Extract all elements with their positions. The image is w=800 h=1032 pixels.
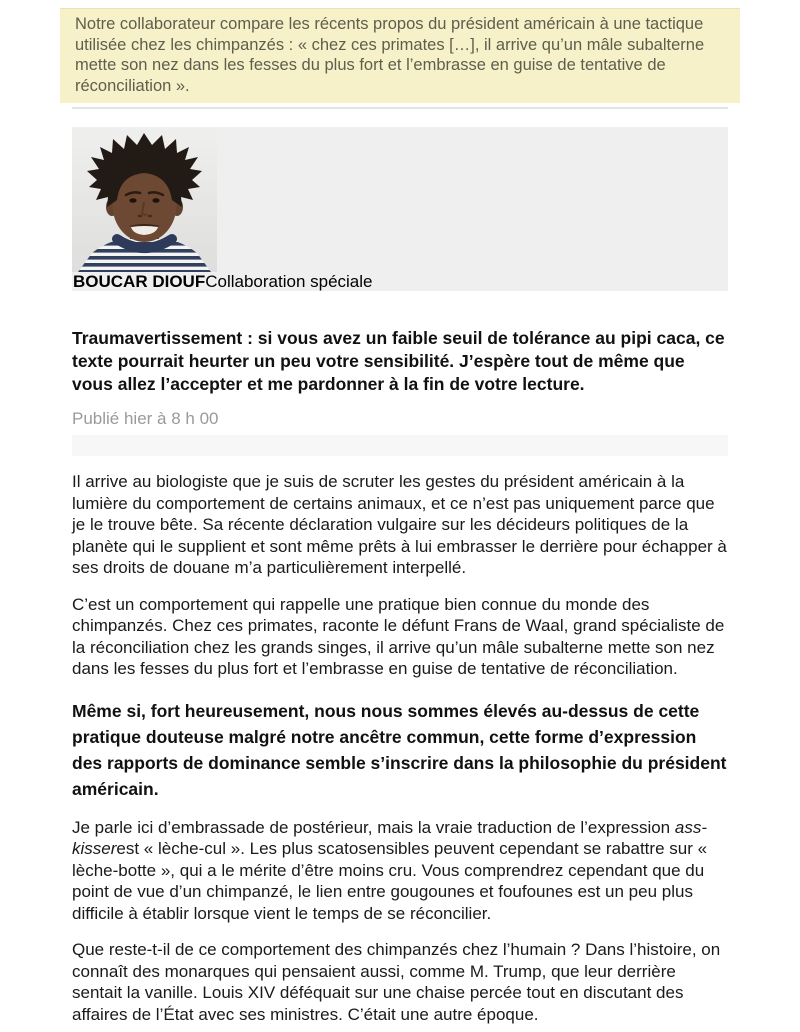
divider [72, 107, 728, 109]
editor-note-text: Notre collaborateur compare les récents propos du président américain à une tactique utilisée chez les chimpanzés : « chez ces primates […], il arrive qu’un mâle subalterne mette son nez dans les fesses du plus fort et l’embrasse en guise de tentative de réconciliation ». [75, 15, 705, 95]
article-page [0, 8, 800, 1025]
author-role: Collaboration spéciale [205, 272, 373, 291]
paragraph-3-italic-term: ass-kisser [72, 817, 707, 858]
pull-quote: Même si, fort heureusement, nous nous sommes élevés au-dessus de cette pratique douteuse malgré notre ancêtre commun, cette forme d’expression des rapports de dominance semble s’inscrire dans la philosophie du président américain. [72, 700, 727, 799]
section-separator [72, 435, 728, 456]
paragraph-2: C’est un comportement qui rappelle une pratique bien connue du monde des chimpanzés. Chez ces primates, raconte le défunt Frans de Waal, grand spécialiste de la réconciliation chez les grands singes, il arrive qu’un mâle subalterne mette son nez dans les fesses du plus fort et l’embrasse en guise de tentative de réconciliation. [72, 594, 725, 678]
author-card [72, 127, 728, 291]
paragraph-3-text-2: est « lèche-cul ». Les plus scatosensibles peuvent cependant se rabattre sur « lèche-botte », qui a le mérite d’être moins cru. Vous comprendrez cependant que du point de vue d’un chimpanzé, le lien entre gougounes et foufounes est un peu plus difficile à établir lorsque vient le temps de se réconcilier. [72, 839, 708, 923]
editor-note [60, 8, 740, 103]
author-line [73, 272, 373, 291]
paragraph-1: Il arrive au biologiste que je suis de scruter les gestes du président américain à la lumière du comportement de certains animaux, et ce n’est pas uniquement parce que je le trouve bête. Sa récente déclaration vulgaire sur les décideurs politiques de la planète qui le supplient et sont même prêts à lui embrasser le derrière pour échapper à ses droits de douane m’a particulièrement interpellé. [72, 472, 727, 577]
content-warning: Traumavertissement : si vous avez un faible seuil de tolérance au pipi caca, ce texte pourrait heurter un peu votre sensibilité. J’espère tout de même que vous allez l’accepter et me pardonner à la fin de votre lecture. [72, 328, 725, 394]
paragraph-4: Que reste-t-il de ce comportement des chimpanzés chez l’humain ? Dans l’histoire, on connaît des monarques qui pensaient aussi, comme M. Trump, que leur derrière sentait la vanille. Louis XIV déféquait sur une chaise percée tout en discutant des affaires de l’État avec ses ministres. C’était une autre époque. [72, 940, 721, 1024]
published-date: Publié hier à 8 h 00 [72, 409, 219, 428]
paragraph-3 [72, 817, 728, 925]
paragraph-3-text: Je parle ici d’embrassade de postérieur, mais la vraie traduction de l’expression [72, 817, 675, 837]
author-photo [72, 127, 217, 272]
author-name: BOUCAR DIOUF [73, 272, 206, 291]
